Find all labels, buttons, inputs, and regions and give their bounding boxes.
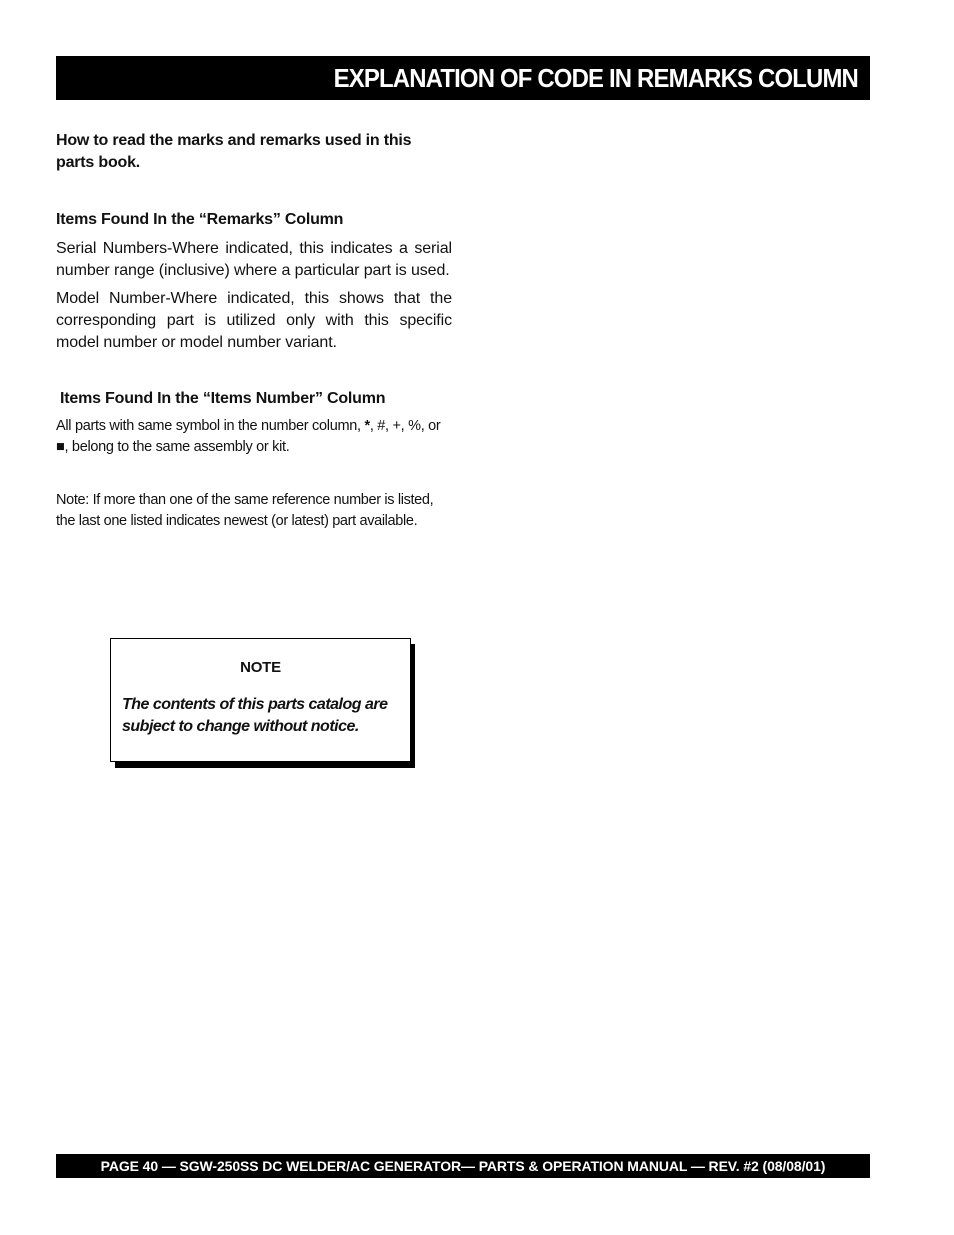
symbols-text-prefix: All parts with same symbol in the number column, <box>56 418 365 434</box>
items-number-column-heading: Items Found In the “Items Number” Column <box>60 390 386 407</box>
symbols-text-suffix: , belong to the same assembly or kit. <box>64 439 290 455</box>
remarks-column-heading: Items Found In the “Remarks” Column <box>56 211 344 228</box>
serial-numbers-paragraph: Serial Numbers-Where indicated, this indicates a serial number range (inclusive) where a particular part is used. <box>56 240 452 279</box>
star-symbol: * <box>364 418 370 434</box>
note-box <box>110 638 411 762</box>
footer-text: PAGE 40 — SGW-250SS DC WELDER/AC GENERATOR— PARTS & OPERATION MANUAL — REV. #2 (08/08/01) <box>100 1158 826 1174</box>
model-number-paragraph: Model Number-Where indicated, this shows that the corresponding part is utilized only with this specific model number or model number variant. <box>56 290 452 351</box>
note-title: NOTE <box>240 659 281 676</box>
symbols-paragraph <box>56 416 452 458</box>
intro-text: How to read the marks and remarks used in this parts book. <box>56 132 412 171</box>
symbols-text-middle: , #, +, %, or <box>369 418 441 434</box>
square-symbol: ■ <box>56 439 65 455</box>
footer-bar <box>56 1154 870 1178</box>
note-body: The contents of this parts catalog are subject to change without notice. <box>122 696 388 735</box>
reference-number-note: Note: If more than one of the same reference number is listed, the last one listed indicates newest (or latest) part available. <box>56 492 434 529</box>
page-title: EXPLANATION OF CODE IN REMARKS COLUMN <box>333 62 858 93</box>
page-title-bar <box>56 56 870 100</box>
